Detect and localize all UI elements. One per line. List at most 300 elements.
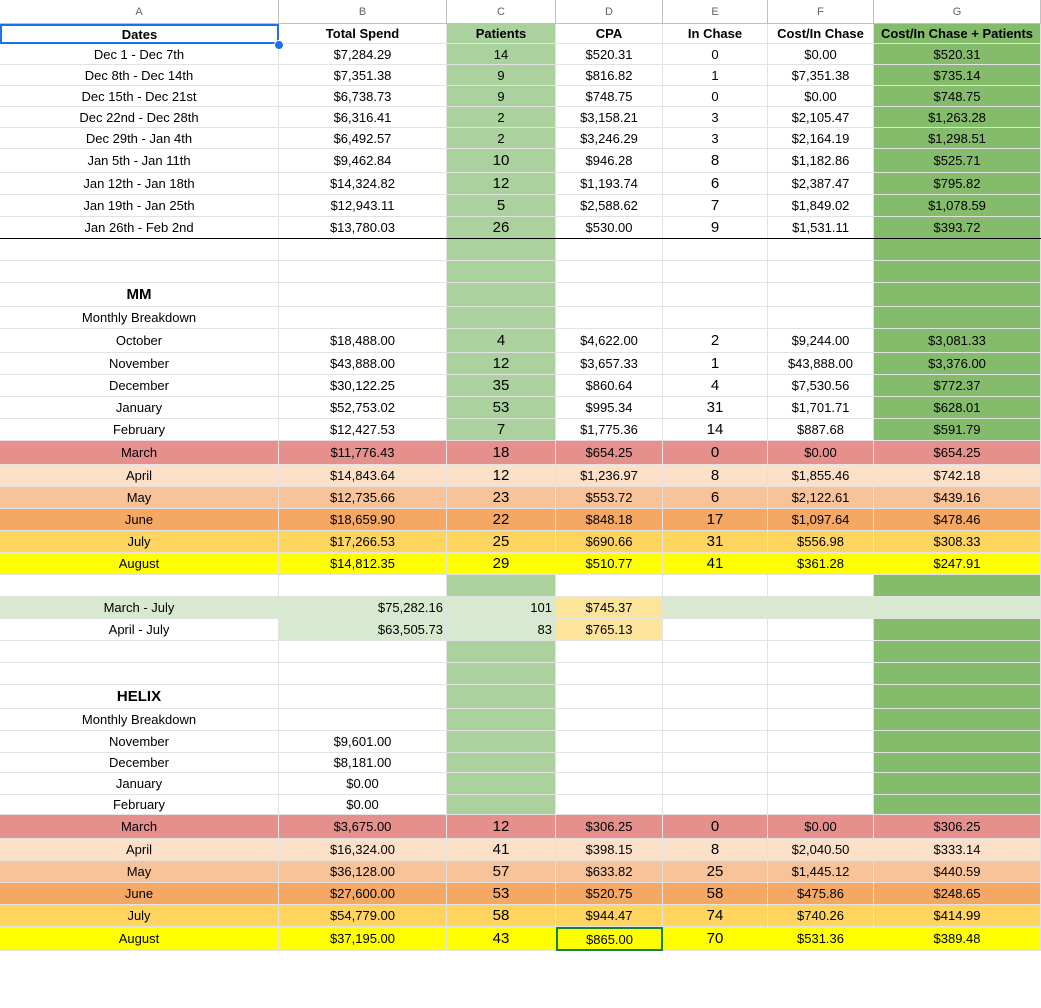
cell-a4[interactable]: Dec 15th - Dec 21st [0, 86, 279, 107]
cell-d28[interactable]: $765.13 [556, 619, 663, 641]
cell-c14[interactable] [447, 307, 556, 329]
cell-f1[interactable]: Cost/In Chase [768, 24, 874, 44]
cell-c34[interactable] [447, 753, 556, 773]
cell-g6[interactable]: $1,298.51 [874, 128, 1041, 149]
cell-a20[interactable]: March [0, 441, 279, 465]
cell-b13[interactable] [279, 283, 447, 307]
cell-e25[interactable]: 41 [663, 553, 768, 575]
cell-d38[interactable]: $398.15 [556, 839, 663, 861]
cell-c1[interactable]: Patients [447, 24, 556, 44]
cell-b12[interactable] [279, 261, 447, 283]
cell-c11[interactable] [447, 239, 556, 261]
cell-a27[interactable]: March - July [0, 597, 279, 619]
cell-b35[interactable]: $0.00 [279, 773, 447, 795]
cell-f7[interactable]: $1,182.86 [768, 149, 874, 173]
cell-c23[interactable]: 22 [447, 509, 556, 531]
column-header-e[interactable]: E [663, 0, 768, 24]
cell-g30[interactable] [874, 663, 1041, 685]
cell-a2[interactable]: Dec 1 - Dec 7th [0, 44, 279, 65]
cell-f21[interactable]: $1,855.46 [768, 465, 874, 487]
cell-a41[interactable]: July [0, 905, 279, 927]
cell-c24[interactable]: 25 [447, 531, 556, 553]
cell-a30[interactable] [0, 663, 279, 685]
cell-g4[interactable]: $748.75 [874, 86, 1041, 107]
cell-d1[interactable]: CPA [556, 24, 663, 44]
cell-b30[interactable] [279, 663, 447, 685]
cell-a8[interactable]: Jan 12th - Jan 18th [0, 173, 279, 195]
cell-g29[interactable] [874, 641, 1041, 663]
cell-b33[interactable]: $9,601.00 [279, 731, 447, 753]
cell-f3[interactable]: $7,351.38 [768, 65, 874, 86]
cell-a21[interactable]: April [0, 465, 279, 487]
cell-g17[interactable]: $772.37 [874, 375, 1041, 397]
cell-f23[interactable]: $1,097.64 [768, 509, 874, 531]
cell-e40[interactable]: 58 [663, 883, 768, 905]
cell-e41[interactable]: 74 [663, 905, 768, 927]
cell-b26[interactable] [279, 575, 447, 597]
cell-g8[interactable]: $795.82 [874, 173, 1041, 195]
cell-f36[interactable] [768, 795, 874, 815]
cell-b6[interactable]: $6,492.57 [279, 128, 447, 149]
cell-c22[interactable]: 23 [447, 487, 556, 509]
cell-f40[interactable]: $475.86 [768, 883, 874, 905]
cell-f9[interactable]: $1,849.02 [768, 195, 874, 217]
cell-f19[interactable]: $887.68 [768, 419, 874, 441]
cell-a17[interactable]: December [0, 375, 279, 397]
cell-d27[interactable]: $745.37 [556, 597, 663, 619]
cell-e8[interactable]: 6 [663, 173, 768, 195]
cell-b4[interactable]: $6,738.73 [279, 86, 447, 107]
cell-b15[interactable]: $18,488.00 [279, 329, 447, 353]
cell-b5[interactable]: $6,316.41 [279, 107, 447, 128]
cell-d17[interactable]: $860.64 [556, 375, 663, 397]
cell-b8[interactable]: $14,324.82 [279, 173, 447, 195]
cell-g36[interactable] [874, 795, 1041, 815]
cell-g12[interactable] [874, 261, 1041, 283]
cell-e23[interactable]: 17 [663, 509, 768, 531]
cell-c39[interactable]: 57 [447, 861, 556, 883]
cell-d10[interactable]: $530.00 [556, 217, 663, 239]
cell-g40[interactable]: $248.65 [874, 883, 1041, 905]
cell-d22[interactable]: $553.72 [556, 487, 663, 509]
cell-d4[interactable]: $748.75 [556, 86, 663, 107]
cell-c28[interactable]: 83 [447, 619, 556, 641]
cell-a23[interactable]: June [0, 509, 279, 531]
cell-f32[interactable] [768, 709, 874, 731]
cell-b40[interactable]: $27,600.00 [279, 883, 447, 905]
cell-f24[interactable]: $556.98 [768, 531, 874, 553]
cell-a9[interactable]: Jan 19th - Jan 25th [0, 195, 279, 217]
cell-d36[interactable] [556, 795, 663, 815]
cell-f18[interactable]: $1,701.71 [768, 397, 874, 419]
cell-f26[interactable] [768, 575, 874, 597]
cell-e21[interactable]: 8 [663, 465, 768, 487]
cell-b32[interactable] [279, 709, 447, 731]
cell-c4[interactable]: 9 [447, 86, 556, 107]
cell-g1[interactable]: Cost/In Chase + Patients [874, 24, 1041, 44]
cell-a22[interactable]: May [0, 487, 279, 509]
fill-handle[interactable] [274, 40, 284, 50]
cell-c38[interactable]: 41 [447, 839, 556, 861]
cell-d20[interactable]: $654.25 [556, 441, 663, 465]
cell-g11[interactable] [874, 239, 1041, 261]
cell-g3[interactable]: $735.14 [874, 65, 1041, 86]
cell-e37[interactable]: 0 [663, 815, 768, 839]
cell-e14[interactable] [663, 307, 768, 329]
cell-e38[interactable]: 8 [663, 839, 768, 861]
column-header-c[interactable]: C [447, 0, 556, 24]
cell-e33[interactable] [663, 731, 768, 753]
cell-d6[interactable]: $3,246.29 [556, 128, 663, 149]
cell-c35[interactable] [447, 773, 556, 795]
cell-g26[interactable] [874, 575, 1041, 597]
cell-b10[interactable]: $13,780.03 [279, 217, 447, 239]
cell-f17[interactable]: $7,530.56 [768, 375, 874, 397]
cell-g39[interactable]: $440.59 [874, 861, 1041, 883]
cell-f5[interactable]: $2,105.47 [768, 107, 874, 128]
cell-f29[interactable] [768, 641, 874, 663]
cell-a7[interactable]: Jan 5th - Jan 11th [0, 149, 279, 173]
cell-b41[interactable]: $54,779.00 [279, 905, 447, 927]
cell-e1[interactable]: In Chase [663, 24, 768, 44]
cell-e3[interactable]: 1 [663, 65, 768, 86]
cell-g27[interactable] [874, 597, 1041, 619]
cell-g19[interactable]: $591.79 [874, 419, 1041, 441]
cell-a29[interactable] [0, 641, 279, 663]
cell-b36[interactable]: $0.00 [279, 795, 447, 815]
cell-c7[interactable]: 10 [447, 149, 556, 173]
cell-g2[interactable]: $520.31 [874, 44, 1041, 65]
cell-d42[interactable]: $865.00 [556, 927, 663, 951]
cell-d41[interactable]: $944.47 [556, 905, 663, 927]
cell-a40[interactable]: June [0, 883, 279, 905]
cell-e15[interactable]: 2 [663, 329, 768, 353]
cell-e9[interactable]: 7 [663, 195, 768, 217]
cell-b11[interactable] [279, 239, 447, 261]
cell-g31[interactable] [874, 685, 1041, 709]
cell-f42[interactable]: $531.36 [768, 927, 874, 951]
cell-a10[interactable]: Jan 26th - Feb 2nd [0, 217, 279, 239]
cell-d13[interactable] [556, 283, 663, 307]
cell-a39[interactable]: May [0, 861, 279, 883]
cell-f33[interactable] [768, 731, 874, 753]
cell-b42[interactable]: $37,195.00 [279, 927, 447, 951]
cell-b17[interactable]: $30,122.25 [279, 375, 447, 397]
cell-g32[interactable] [874, 709, 1041, 731]
cell-d9[interactable]: $2,588.62 [556, 195, 663, 217]
cell-b29[interactable] [279, 641, 447, 663]
cell-c26[interactable] [447, 575, 556, 597]
cell-e19[interactable]: 14 [663, 419, 768, 441]
cell-g9[interactable]: $1,078.59 [874, 195, 1041, 217]
cell-b34[interactable]: $8,181.00 [279, 753, 447, 773]
cell-b38[interactable]: $16,324.00 [279, 839, 447, 861]
cell-b37[interactable]: $3,675.00 [279, 815, 447, 839]
cell-c3[interactable]: 9 [447, 65, 556, 86]
cell-g20[interactable]: $654.25 [874, 441, 1041, 465]
cell-d35[interactable] [556, 773, 663, 795]
cell-f38[interactable]: $2,040.50 [768, 839, 874, 861]
cell-a6[interactable]: Dec 29th - Jan 4th [0, 128, 279, 149]
cell-g25[interactable]: $247.91 [874, 553, 1041, 575]
cell-d29[interactable] [556, 641, 663, 663]
cell-g33[interactable] [874, 731, 1041, 753]
cell-d8[interactable]: $1,193.74 [556, 173, 663, 195]
cell-a31[interactable]: HELIX [0, 685, 279, 709]
cell-a13[interactable]: MM [0, 283, 279, 307]
cell-c10[interactable]: 26 [447, 217, 556, 239]
cell-e26[interactable] [663, 575, 768, 597]
cell-c20[interactable]: 18 [447, 441, 556, 465]
cell-g28[interactable] [874, 619, 1041, 641]
cell-d7[interactable]: $946.28 [556, 149, 663, 173]
cell-c16[interactable]: 12 [447, 353, 556, 375]
cell-d30[interactable] [556, 663, 663, 685]
cell-d15[interactable]: $4,622.00 [556, 329, 663, 353]
cell-g41[interactable]: $414.99 [874, 905, 1041, 927]
cell-e4[interactable]: 0 [663, 86, 768, 107]
cell-e13[interactable] [663, 283, 768, 307]
cell-c21[interactable]: 12 [447, 465, 556, 487]
cell-e20[interactable]: 0 [663, 441, 768, 465]
cell-c6[interactable]: 2 [447, 128, 556, 149]
cell-d31[interactable] [556, 685, 663, 709]
cell-b31[interactable] [279, 685, 447, 709]
cell-d34[interactable] [556, 753, 663, 773]
cell-c12[interactable] [447, 261, 556, 283]
cell-b19[interactable]: $12,427.53 [279, 419, 447, 441]
cell-a32[interactable]: Monthly Breakdown [0, 709, 279, 731]
cell-b25[interactable]: $14,812.35 [279, 553, 447, 575]
cell-e5[interactable]: 3 [663, 107, 768, 128]
column-header-f[interactable]: F [768, 0, 874, 24]
cell-b22[interactable]: $12,735.66 [279, 487, 447, 509]
cell-c40[interactable]: 53 [447, 883, 556, 905]
cell-e7[interactable]: 8 [663, 149, 768, 173]
cell-c41[interactable]: 58 [447, 905, 556, 927]
cell-e35[interactable] [663, 773, 768, 795]
cell-a26[interactable] [0, 575, 279, 597]
cell-c33[interactable] [447, 731, 556, 753]
cell-f25[interactable]: $361.28 [768, 553, 874, 575]
cell-a35[interactable]: January [0, 773, 279, 795]
cell-b9[interactable]: $12,943.11 [279, 195, 447, 217]
cell-g13[interactable] [874, 283, 1041, 307]
cell-a42[interactable]: August [0, 927, 279, 951]
cell-b7[interactable]: $9,462.84 [279, 149, 447, 173]
cell-g22[interactable]: $439.16 [874, 487, 1041, 509]
cell-d39[interactable]: $633.82 [556, 861, 663, 883]
cell-c2[interactable]: 14 [447, 44, 556, 65]
cell-g38[interactable]: $333.14 [874, 839, 1041, 861]
cell-e36[interactable] [663, 795, 768, 815]
cell-b27[interactable]: $75,282.16 [279, 597, 447, 619]
cell-a37[interactable]: March [0, 815, 279, 839]
cell-e12[interactable] [663, 261, 768, 283]
column-header-b[interactable]: B [279, 0, 447, 24]
cell-f13[interactable] [768, 283, 874, 307]
column-header-g[interactable]: G [874, 0, 1041, 24]
cell-f39[interactable]: $1,445.12 [768, 861, 874, 883]
cell-e10[interactable]: 9 [663, 217, 768, 239]
cell-a3[interactable]: Dec 8th - Dec 14th [0, 65, 279, 86]
cell-b16[interactable]: $43,888.00 [279, 353, 447, 375]
cell-c30[interactable] [447, 663, 556, 685]
cell-f30[interactable] [768, 663, 874, 685]
cell-e32[interactable] [663, 709, 768, 731]
cell-f37[interactable]: $0.00 [768, 815, 874, 839]
cell-f8[interactable]: $2,387.47 [768, 173, 874, 195]
cell-b39[interactable]: $36,128.00 [279, 861, 447, 883]
cell-g34[interactable] [874, 753, 1041, 773]
cell-g37[interactable]: $306.25 [874, 815, 1041, 839]
cell-a5[interactable]: Dec 22nd - Dec 28th [0, 107, 279, 128]
cell-b28[interactable]: $63,505.73 [279, 619, 447, 641]
cell-d33[interactable] [556, 731, 663, 753]
cell-f41[interactable]: $740.26 [768, 905, 874, 927]
cell-e28[interactable] [663, 619, 768, 641]
cell-c27[interactable]: 101 [447, 597, 556, 619]
cell-f35[interactable] [768, 773, 874, 795]
cell-f20[interactable]: $0.00 [768, 441, 874, 465]
cell-a18[interactable]: January [0, 397, 279, 419]
cell-e22[interactable]: 6 [663, 487, 768, 509]
cell-c15[interactable]: 4 [447, 329, 556, 353]
cell-d40[interactable]: $520.75 [556, 883, 663, 905]
cell-c13[interactable] [447, 283, 556, 307]
cell-a24[interactable]: July [0, 531, 279, 553]
cell-c9[interactable]: 5 [447, 195, 556, 217]
column-header-a[interactable]: A [0, 0, 279, 24]
cell-a14[interactable]: Monthly Breakdown [0, 307, 279, 329]
cell-e6[interactable]: 3 [663, 128, 768, 149]
cell-a34[interactable]: December [0, 753, 279, 773]
cell-f10[interactable]: $1,531.11 [768, 217, 874, 239]
cell-f27[interactable] [768, 597, 874, 619]
cell-c18[interactable]: 53 [447, 397, 556, 419]
cell-d24[interactable]: $690.66 [556, 531, 663, 553]
cell-g16[interactable]: $3,376.00 [874, 353, 1041, 375]
cell-f31[interactable] [768, 685, 874, 709]
cell-d18[interactable]: $995.34 [556, 397, 663, 419]
cell-b3[interactable]: $7,351.38 [279, 65, 447, 86]
cell-a38[interactable]: April [0, 839, 279, 861]
cell-f28[interactable] [768, 619, 874, 641]
cell-b20[interactable]: $11,776.43 [279, 441, 447, 465]
cell-d3[interactable]: $816.82 [556, 65, 663, 86]
cell-e31[interactable] [663, 685, 768, 709]
cell-d25[interactable]: $510.77 [556, 553, 663, 575]
cell-d23[interactable]: $848.18 [556, 509, 663, 531]
cell-e27[interactable] [663, 597, 768, 619]
cell-b21[interactable]: $14,843.64 [279, 465, 447, 487]
cell-a16[interactable]: November [0, 353, 279, 375]
cell-b14[interactable] [279, 307, 447, 329]
cell-f11[interactable] [768, 239, 874, 261]
cell-f12[interactable] [768, 261, 874, 283]
cell-g5[interactable]: $1,263.28 [874, 107, 1041, 128]
cell-c36[interactable] [447, 795, 556, 815]
column-header-d[interactable]: D [556, 0, 663, 24]
cell-e2[interactable]: 0 [663, 44, 768, 65]
cell-a12[interactable] [0, 261, 279, 283]
cell-d32[interactable] [556, 709, 663, 731]
cell-g42[interactable]: $389.48 [874, 927, 1041, 951]
cell-d14[interactable] [556, 307, 663, 329]
cell-b24[interactable]: $17,266.53 [279, 531, 447, 553]
cell-g10[interactable]: $393.72 [874, 217, 1041, 239]
cell-a1[interactable]: Dates [0, 24, 279, 44]
cell-e34[interactable] [663, 753, 768, 773]
cell-b23[interactable]: $18,659.90 [279, 509, 447, 531]
cell-g21[interactable]: $742.18 [874, 465, 1041, 487]
cell-f15[interactable]: $9,244.00 [768, 329, 874, 353]
cell-d37[interactable]: $306.25 [556, 815, 663, 839]
cell-c32[interactable] [447, 709, 556, 731]
cell-a19[interactable]: February [0, 419, 279, 441]
cell-f4[interactable]: $0.00 [768, 86, 874, 107]
cell-c42[interactable]: 43 [447, 927, 556, 951]
cell-d21[interactable]: $1,236.97 [556, 465, 663, 487]
cell-e16[interactable]: 1 [663, 353, 768, 375]
cell-c5[interactable]: 2 [447, 107, 556, 128]
cell-a36[interactable]: February [0, 795, 279, 815]
cell-g15[interactable]: $3,081.33 [874, 329, 1041, 353]
cell-c25[interactable]: 29 [447, 553, 556, 575]
cell-c19[interactable]: 7 [447, 419, 556, 441]
cell-g7[interactable]: $525.71 [874, 149, 1041, 173]
cell-b1[interactable]: Total Spend [279, 24, 447, 44]
cell-a33[interactable]: November [0, 731, 279, 753]
cell-e11[interactable] [663, 239, 768, 261]
cell-g35[interactable] [874, 773, 1041, 795]
cell-a28[interactable]: April - July [0, 619, 279, 641]
cell-c17[interactable]: 35 [447, 375, 556, 397]
cell-g18[interactable]: $628.01 [874, 397, 1041, 419]
cell-c31[interactable] [447, 685, 556, 709]
cell-f6[interactable]: $2,164.19 [768, 128, 874, 149]
cell-e42[interactable]: 70 [663, 927, 768, 951]
cell-f2[interactable]: $0.00 [768, 44, 874, 65]
cell-e29[interactable] [663, 641, 768, 663]
cell-e18[interactable]: 31 [663, 397, 768, 419]
cell-f34[interactable] [768, 753, 874, 773]
cell-d26[interactable] [556, 575, 663, 597]
cell-f14[interactable] [768, 307, 874, 329]
cell-d5[interactable]: $3,158.21 [556, 107, 663, 128]
cell-a11[interactable] [0, 239, 279, 261]
cell-b2[interactable]: $7,284.29 [279, 44, 447, 65]
cell-c37[interactable]: 12 [447, 815, 556, 839]
cell-g24[interactable]: $308.33 [874, 531, 1041, 553]
cell-e24[interactable]: 31 [663, 531, 768, 553]
cell-d19[interactable]: $1,775.36 [556, 419, 663, 441]
cell-g14[interactable] [874, 307, 1041, 329]
cell-a25[interactable]: August [0, 553, 279, 575]
cell-c29[interactable] [447, 641, 556, 663]
cell-c8[interactable]: 12 [447, 173, 556, 195]
cell-a15[interactable]: October [0, 329, 279, 353]
cell-d11[interactable] [556, 239, 663, 261]
cell-e17[interactable]: 4 [663, 375, 768, 397]
cell-f22[interactable]: $2,122.61 [768, 487, 874, 509]
cell-d2[interactable]: $520.31 [556, 44, 663, 65]
cell-e30[interactable] [663, 663, 768, 685]
cell-d12[interactable] [556, 261, 663, 283]
cell-f16[interactable]: $43,888.00 [768, 353, 874, 375]
cell-g23[interactable]: $478.46 [874, 509, 1041, 531]
cell-d16[interactable]: $3,657.33 [556, 353, 663, 375]
